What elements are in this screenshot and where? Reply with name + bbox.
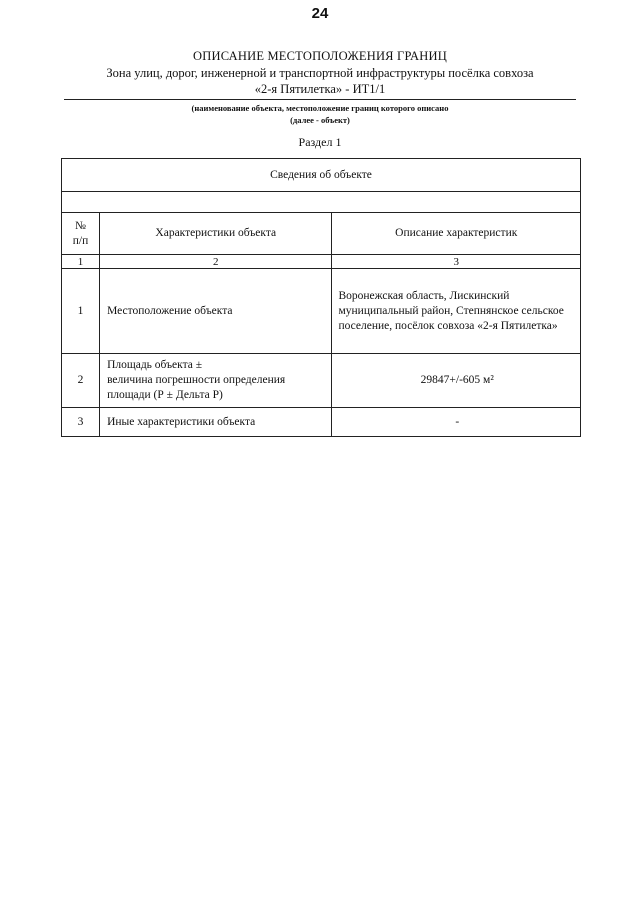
row-characteristic: Иные характеристики объекта xyxy=(100,408,332,437)
row-characteristic: Местоположение объекта xyxy=(100,269,332,354)
object-name-line-1: Зона улиц, дорог, инженерной и транспортной инфраструктуры посёлка совхоза xyxy=(106,66,534,80)
row-number: 2 xyxy=(62,354,100,408)
table-caption: Сведения об объекте xyxy=(62,159,581,192)
table-row xyxy=(62,408,581,437)
section-title: Раздел 1 xyxy=(298,135,342,149)
column-header-number: № п/п xyxy=(62,213,100,255)
row-description: Воронежская область, Лискинский муниципальный район, Степнянское сельское поселение, посёлок совхоза «2-я Пятилетка» xyxy=(332,269,581,354)
document-header xyxy=(64,48,576,150)
blank-cell xyxy=(62,192,581,213)
title-underline xyxy=(64,99,576,100)
column-number: 2 xyxy=(100,255,332,269)
caption-note-line-2: (далее - объект) xyxy=(290,115,350,125)
column-number: 3 xyxy=(332,255,581,269)
table-blank-row xyxy=(62,192,581,213)
row-characteristic xyxy=(100,354,332,408)
column-number: 1 xyxy=(62,255,100,269)
column-header-description: Описание характеристик xyxy=(332,213,581,255)
row-description: 29847+/-605 м² xyxy=(332,354,581,408)
table-header-row xyxy=(62,213,581,255)
row-description: - xyxy=(332,408,581,437)
table-row xyxy=(62,269,581,354)
document-title: ОПИСАНИЕ МЕСТОПОЛОЖЕНИЯ ГРАНИЦ xyxy=(193,49,447,63)
characteristic-line: величина погрешности определения площади (Р ± Дельта Р) xyxy=(107,374,286,401)
row-number: 3 xyxy=(62,408,100,437)
table-caption-row xyxy=(62,159,581,192)
column-numbers-row xyxy=(62,255,581,269)
row-number: 1 xyxy=(62,269,100,354)
column-header-characteristic: Характеристики объекта xyxy=(100,213,332,255)
table-row xyxy=(62,354,581,408)
characteristic-line: Площадь объекта ± xyxy=(107,359,203,371)
object-name-line-2: «2-я Пятилетка» - ИТ1/1 xyxy=(254,82,386,96)
page-number: 24 xyxy=(311,5,329,22)
caption-note-line-1: (наименование объекта, местоположение границ которого описано xyxy=(191,103,449,113)
object-info-table xyxy=(61,158,581,437)
